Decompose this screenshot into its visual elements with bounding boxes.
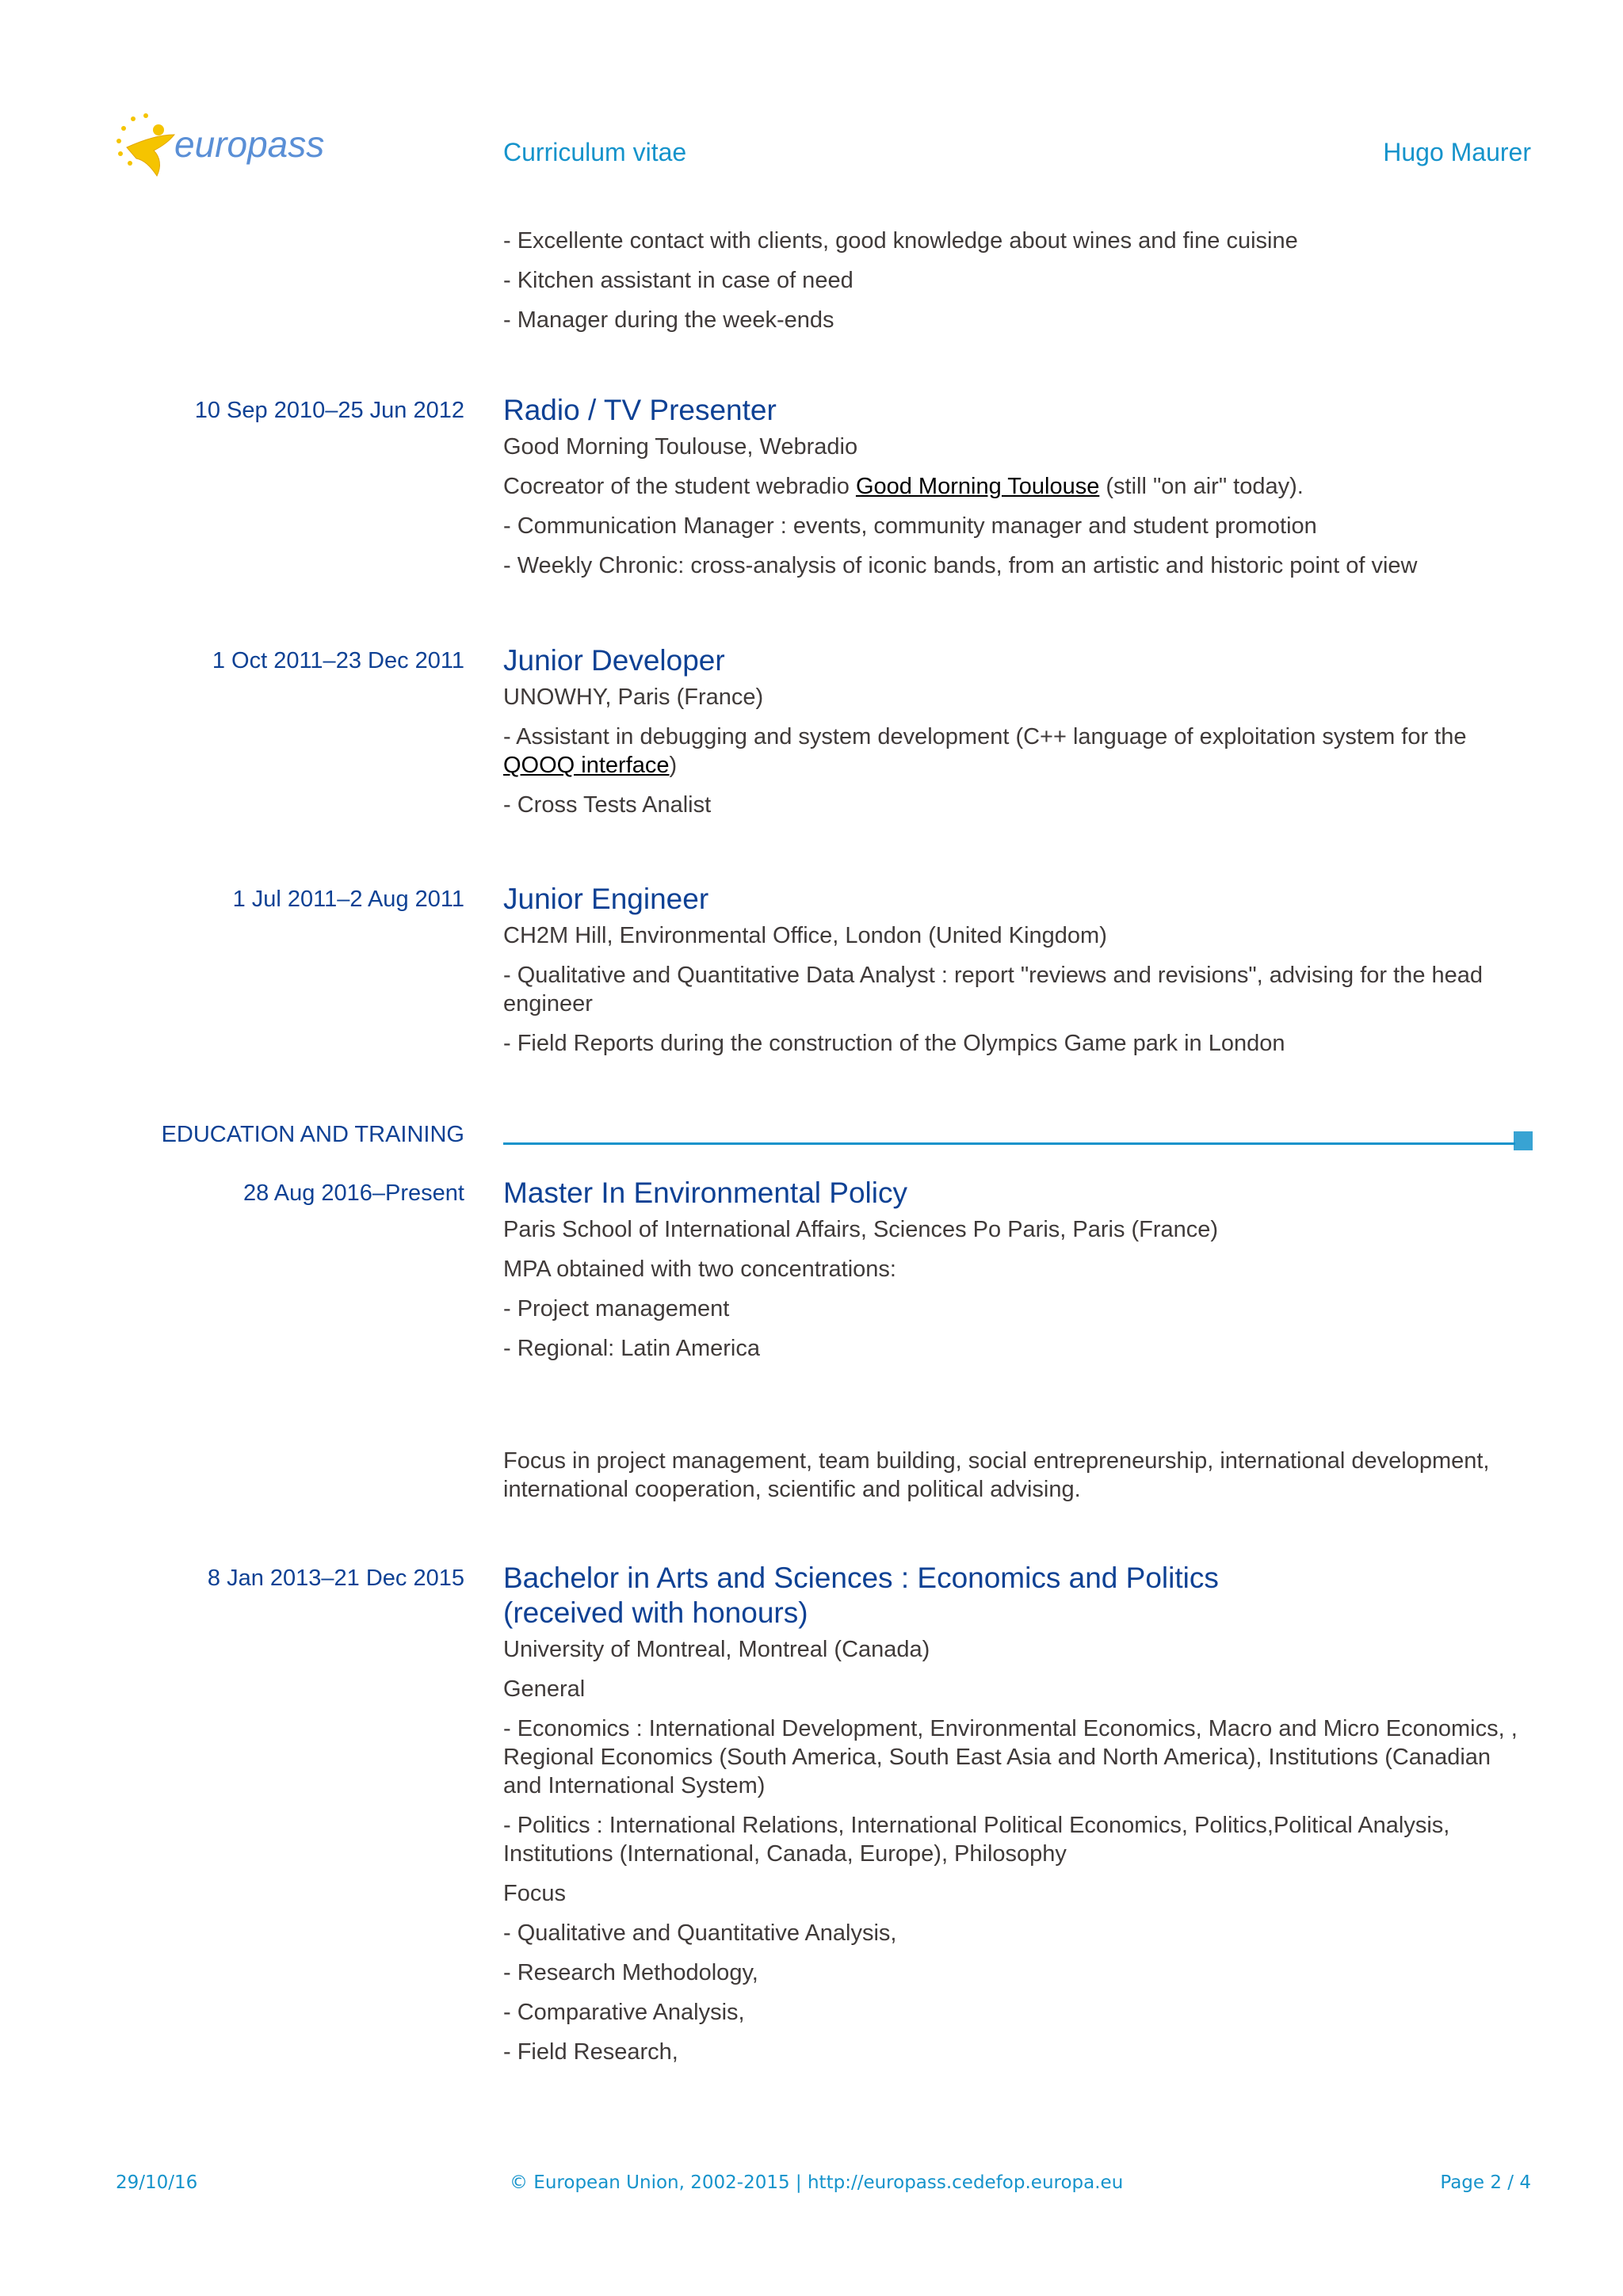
education-line: General [503, 1676, 586, 1702]
education-dates: 28 Aug 2016–Present [243, 1180, 464, 1206]
desc-text: ) [669, 753, 678, 778]
education-line: - Field Research, [503, 2039, 678, 2065]
employer: UNOWHY, Paris (France) [503, 685, 764, 710]
education-line: - Politics : International Relations, International Political Economics, Politics,Political Analysis, Institutions (International, Canada, Europe), Philosophy [503, 1813, 1450, 1867]
section-marker [1514, 1131, 1533, 1150]
experience-dates: 1 Jul 2011–2 Aug 2011 [232, 887, 464, 912]
section-heading: EDUCATION AND TRAINING [161, 1122, 464, 1147]
cv-label: Curriculum vitae [503, 138, 687, 166]
institution: Paris School of International Affairs, Sciences Po Paris, Paris (France) [503, 1217, 1219, 1242]
education-line: MPA obtained with two concentrations: [503, 1257, 896, 1282]
education-entry [503, 1561, 1533, 2077]
qooq-interface-link[interactable]: QOOQ interface [503, 753, 670, 778]
education-line: - Regional: Latin America [503, 1336, 760, 1361]
degree-title: Master In Environmental Policy [503, 1177, 907, 1209]
experience-line: - Communication Manager : events, community manager and student promotion [503, 513, 1317, 539]
employer: Good Morning Toulouse, Webradio [503, 434, 858, 460]
experience-line: - Field Reports during the construction of the Olympics Game park in London [503, 1031, 1285, 1056]
intro-block [503, 227, 1533, 345]
experience-entry [503, 882, 1533, 1069]
education-entry [503, 1176, 1533, 1374]
education-line: - Comparative Analysis, [503, 2000, 745, 2025]
desc-text: (still "on air" today). [1099, 474, 1304, 499]
intro-line: - Manager during the week-ends [503, 307, 834, 333]
education-line: - Economics : International Development, Environmental Economics, Macro and Micro Economics, , Regional Economics (South America, South East Asia and North America), Institutions (Canadian and International System) [503, 1716, 1518, 1798]
experience-entry [503, 643, 1533, 830]
employer: CH2M Hill, Environmental Office, London (United Kingdom) [503, 923, 1107, 948]
intro-line: - Excellente contact with clients, good knowledge about wines and fine cuisine [503, 228, 1298, 254]
page-number: Page 2 / 4 [1440, 2172, 1531, 2193]
experience-dates: 10 Sep 2010–25 Jun 2012 [194, 398, 464, 423]
good-morning-toulouse-link[interactable]: Good Morning Toulouse [855, 474, 1100, 499]
education-dates: 8 Jan 2013–21 Dec 2015 [207, 1566, 464, 1591]
education-line: - Research Methodology, [503, 1960, 758, 1985]
experience-description [503, 472, 1533, 501]
footer-copyright: © European Union, 2002-2015 | http://europass.cedefop.europa.eu [510, 2172, 1124, 2193]
job-title: Junior Developer [503, 644, 725, 677]
education-focus [503, 1447, 1526, 1504]
desc-text: Cocreator of the student webradio [503, 474, 856, 499]
experience-entry [503, 393, 1533, 591]
experience-line: - Qualitative and Quantitative Data Analyst : report "reviews and revisions", advising for the head engineer [503, 963, 1484, 1016]
europass-logo [113, 111, 350, 182]
job-title: Junior Engineer [503, 883, 709, 915]
person-name: Hugo Maurer [1383, 138, 1531, 166]
section-divider [503, 1142, 1515, 1145]
experience-line: - Cross Tests Analist [503, 792, 712, 818]
experience-description [503, 723, 1533, 780]
europass-logo-icon [113, 111, 350, 182]
experience-line: - Weekly Chronic: cross-analysis of iconic bands, from an artistic and historic point of view [503, 553, 1418, 578]
experience-dates: 1 Oct 2011–23 Dec 2011 [212, 648, 464, 673]
job-title: Radio / TV Presenter [503, 394, 777, 426]
desc-text: - Assistant in debugging and system development (C++ language of exploitation system for the [503, 724, 1467, 749]
intro-line: - Kitchen assistant in case of need [503, 268, 854, 293]
footer-date: 29/10/16 [116, 2172, 198, 2193]
education-line: Focus [503, 1881, 566, 1906]
focus-text: Focus in project management, team building, social entrepreneurship, international development, international cooperation, scientific and political advising. [503, 1448, 1490, 1502]
logo-text: europass [174, 124, 325, 165]
education-line: - Project management [503, 1296, 730, 1322]
degree-title: Bachelor in Arts and Sciences : Economics and Politics (received with honours) [503, 1562, 1219, 1629]
education-line: - Qualitative and Quantitative Analysis, [503, 1920, 897, 1946]
institution: University of Montreal, Montreal (Canada) [503, 1637, 930, 1662]
